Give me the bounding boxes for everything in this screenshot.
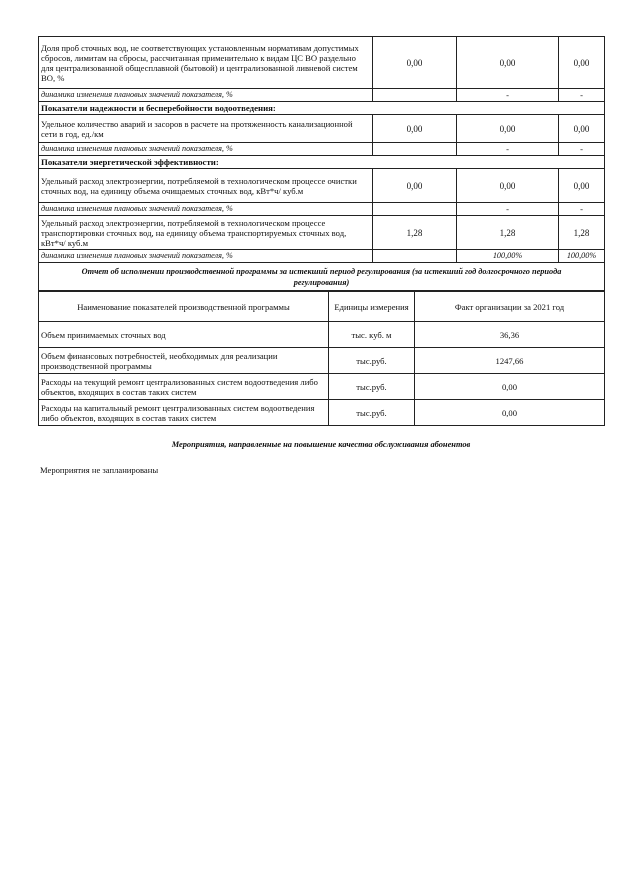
table-row <box>39 322 605 348</box>
dynamic-value <box>373 250 457 263</box>
table-row <box>39 102 605 115</box>
indicator-value: 1,28 <box>559 216 605 250</box>
table-row <box>39 89 605 102</box>
fact-value: 36,36 <box>415 322 605 348</box>
section-header: Показатели энергетической эффективности: <box>39 156 605 169</box>
fact-value: 1247,66 <box>415 348 605 374</box>
indicator-value: 1,28 <box>457 216 559 250</box>
dynamic-value: - <box>559 143 605 156</box>
program-indicator-name: Расходы на текущий ремонт централизованных систем водоотведения либо объектов, входящих в состав таких систем <box>39 374 329 400</box>
table-row <box>39 156 605 169</box>
indicator-value: 0,00 <box>457 169 559 203</box>
indicator-label: Удельное количество аварий и засоров в расчете на протяженность канализационной сети в год, ед./км <box>39 115 373 143</box>
indicator-label: Удельный расход электроэнергии, потребляемой в технологическом процессе транспортировки сточных вод, на единицу объема транспортируемых сточных вод, кВт*ч/ куб.м <box>39 216 373 250</box>
indicators-table <box>38 36 605 291</box>
table-row <box>39 115 605 143</box>
measures-note: Мероприятия не запланированы <box>40 465 159 475</box>
section-header: Показатели надежности и бесперебойности водоотведения: <box>39 102 605 115</box>
table-row <box>39 250 605 263</box>
indicator-label: Удельный расход электроэнергии, потребляемой в технологическом процессе очистки сточных вод, на единицу объема очищаемых сточных вод, кВт*ч/ куб.м <box>39 169 373 203</box>
report-caption: Отчет об исполнении производственной программы за истекший период регулирования (за истекший год долгосрочного периода регулирования) <box>39 263 605 291</box>
dynamic-value <box>373 143 457 156</box>
table-row <box>39 143 605 156</box>
dynamic-value: - <box>559 89 605 102</box>
unit-cell: тыс.руб. <box>329 400 415 426</box>
table-row <box>39 263 605 291</box>
unit-cell: тыс.руб. <box>329 348 415 374</box>
indicator-value: 0,00 <box>559 169 605 203</box>
dynamic-value: 100,00% <box>559 250 605 263</box>
program-report-table <box>38 291 605 426</box>
dynamic-value: - <box>457 143 559 156</box>
fact-value: 0,00 <box>415 374 605 400</box>
table-row <box>39 374 605 400</box>
dynamic-value: - <box>457 89 559 102</box>
dynamic-value: - <box>457 203 559 216</box>
indicator-value: 0,00 <box>373 115 457 143</box>
program-indicator-name: Объем принимаемых сточных вод <box>39 322 329 348</box>
dynamic-label: динамика изменения плановых значений показателя, % <box>39 143 373 156</box>
column-header: Единицы измерения <box>329 292 415 322</box>
unit-cell: тыс. куб. м <box>329 322 415 348</box>
dynamic-label: динамика изменения плановых значений показателя, % <box>39 203 373 216</box>
indicator-value: 0,00 <box>559 115 605 143</box>
section-title: Мероприятия, направленные на повышение качества обслуживания абонентов <box>171 440 471 449</box>
table-row <box>39 169 605 203</box>
indicator-value: 0,00 <box>373 37 457 89</box>
program-indicator-name: Расходы на капитальный ремонт централизованных систем водоотведения либо объектов, входящих в состав таких систем <box>39 400 329 426</box>
table-row <box>39 203 605 216</box>
dynamic-value: - <box>559 203 605 216</box>
indicator-value: 0,00 <box>373 169 457 203</box>
dynamic-label: динамика изменения плановых значений показателя, % <box>39 89 373 102</box>
program-indicator-name: Объем финансовых потребностей, необходимых для реализации производственной программы <box>39 348 329 374</box>
indicator-value: 1,28 <box>373 216 457 250</box>
column-header: Факт организации за 2021 год <box>415 292 605 322</box>
column-header: Наименование показателей производственной программы <box>39 292 329 322</box>
table-row <box>39 37 605 89</box>
dynamic-label: динамика изменения плановых значений показателя, % <box>39 250 373 263</box>
dynamic-value <box>373 203 457 216</box>
table-row <box>39 348 605 374</box>
indicator-label: Доля проб сточных вод, не соответствующих установленным нормативам допустимых сбросов, лимитам на сбросы, рассчитанная применительно к видам ЦС ВО раздельно для централизованной общесплавной (бытовой) и централизованной ливневой систем ВО, % <box>39 37 373 89</box>
fact-value: 0,00 <box>415 400 605 426</box>
table-header-row <box>39 292 605 322</box>
table-row <box>39 216 605 250</box>
table-row <box>39 400 605 426</box>
unit-cell: тыс.руб. <box>329 374 415 400</box>
indicator-value: 0,00 <box>457 37 559 89</box>
indicator-value: 0,00 <box>457 115 559 143</box>
dynamic-value: 100,00% <box>457 250 559 263</box>
document-page <box>38 36 604 475</box>
dynamic-value <box>373 89 457 102</box>
indicator-value: 0,00 <box>559 37 605 89</box>
